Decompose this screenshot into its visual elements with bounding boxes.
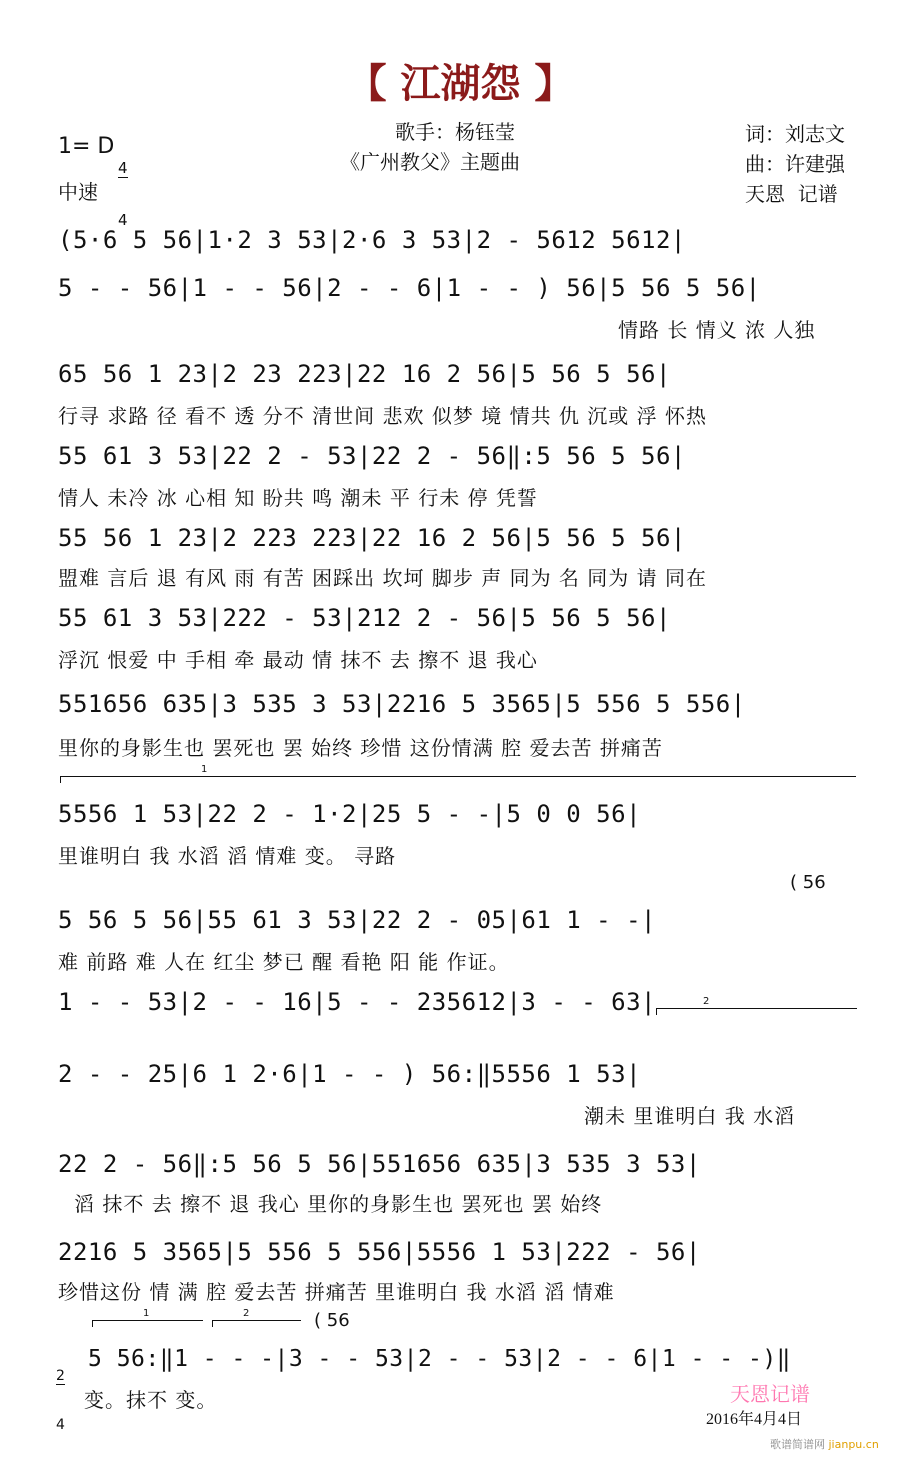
time-change-bottom: 4 [56, 1417, 65, 1433]
lyric-line-13: 珍惜这份 情 满 腔 爱去苦 拼痛苦 里谁明白 我 水滔 滔 情难 [58, 1280, 615, 1304]
singer: 歌手：杨钰莹 [395, 120, 515, 144]
volta-bracket-1 [60, 764, 856, 783]
transcriber: 天恩 记谱 [745, 182, 838, 206]
score-line-3: 65 56 1 23|2 23 223|22 16 2 56|5 56 5 56| [58, 360, 671, 388]
tempo: 中速 [58, 180, 98, 204]
lyric-line-9: 难 前路 难 人在 红尘 梦已 醒 看艳 阳 能 作证。 [58, 950, 510, 974]
lyric-line-8: 里谁明白 我 水滔 滔 情难 变。 寻路 [58, 844, 397, 868]
site-credit [770, 1436, 879, 1452]
score-line-7: 551656 635|3 535 3 53|2216 5 3565|5 556 5 556| [58, 690, 746, 718]
volta-2-label: 2 [703, 996, 710, 1007]
time-change-top: 2 [56, 1368, 65, 1384]
watermark: 天恩记谱 [730, 1382, 810, 1406]
score-line-2: 5 - - 56|1 - - 56|2 - - 6|1 - - ) 56|5 56 5 56| [58, 274, 761, 302]
score-line-12: 22 2 - 56‖:5 56 5 56|551656 635|3 535 3 53| [58, 1150, 701, 1178]
time-change-2-4 [56, 1336, 65, 1449]
composer: 曲：许建强 [745, 152, 845, 176]
ending-1-label: 1 [143, 1308, 150, 1319]
pickup-notes-2: ( 56 [314, 1310, 350, 1331]
volta-bracket-2 [656, 996, 857, 1015]
site-en: jianpu.cn [828, 1438, 879, 1451]
score-line-13: 2216 5 3565|5 556 5 556|5556 1 53|222 - 56| [58, 1238, 701, 1266]
score-line-11: 2 - - 25|6 1 2·6|1 - - ) 56:‖5556 1 53| [58, 1060, 642, 1088]
site-cn: 歌谱简谱网 [770, 1438, 825, 1451]
score-line-8: 5556 1 53|22 2 - 1·2|25 5 - -|5 0 0 56| [58, 800, 642, 828]
lyricist: 词：刘志文 [745, 122, 845, 146]
ending-2-label: 2 [243, 1308, 250, 1319]
score-line-6: 55 61 3 53|222 - 53|212 2 - 56|5 56 5 56| [58, 604, 671, 632]
pickup-notes-1: ( 56 [790, 872, 826, 893]
transcription-date: 2016年4月4日 [706, 1411, 803, 1428]
score-line-14: 5 56:‖1 - - -|3 - - 53|2 - - 53|2 - - 6|1 - - -)‖ [88, 1346, 792, 1372]
lyric-line-7: 里你的身影生也 罢死也 罢 始终 珍惜 这份情满 腔 爱去苦 拼痛苦 [58, 736, 663, 760]
key-signature: 1= D [58, 134, 115, 159]
score-line-1: (5·6 5 56|1·2 3 53|2·6 3 53|2 - 5612 5612| [58, 226, 686, 254]
score-line-10: 1 - - 53|2 - - 16|5 - - 235612|3 - - 63| [58, 988, 656, 1016]
ending-bracket-2 [212, 1308, 301, 1327]
score-line-5: 55 56 1 23|2 223 223|22 16 2 56|5 56 5 56| [58, 524, 686, 552]
lyric-line-14: 变。抹不 变。 [84, 1388, 218, 1412]
score-line-4: 55 61 3 53|22 2 - 53|22 2 - 56‖:5 56 5 56| [58, 442, 686, 470]
lyric-line-5: 盟难 言后 退 有风 雨 有苦 困踩出 坎坷 脚步 声 同为 名 同为 请 同在 [58, 566, 708, 590]
volta-1-label: 1 [201, 764, 208, 775]
lyric-line-6: 浮沉 恨爱 中 手相 牵 最动 情 抹不 去 擦不 退 我心 [58, 648, 538, 672]
ending-bracket-1 [92, 1308, 203, 1327]
time-sig-top: 4 [118, 159, 128, 177]
lyric-line-12: 滔 抹不 去 擦不 退 我心 里你的身影生也 罢死也 罢 始终 [74, 1192, 603, 1216]
lyric-line-4: 情人 未冷 冰 心相 知 盼共 鸣 潮未 平 行未 停 凭誓 [58, 486, 538, 510]
lyric-line-2: 情路 长 情义 浓 人独 [618, 318, 816, 342]
theme-label: 《广州教父》主题曲 [340, 150, 520, 174]
time-sig-bottom: 4 [118, 211, 128, 229]
lyric-line-11: 潮未 里谁明白 我 水滔 [584, 1104, 796, 1128]
song-title: 【 江湖怨 】 [346, 61, 575, 107]
score-line-9: 5 56 5 56|55 61 3 53|22 2 - 05|61 1 - -| [58, 906, 656, 934]
lyric-line-3: 行寻 求路 径 看不 透 分不 清世间 悲欢 似梦 境 情共 仇 沉或 浮 怀热 [58, 404, 708, 428]
